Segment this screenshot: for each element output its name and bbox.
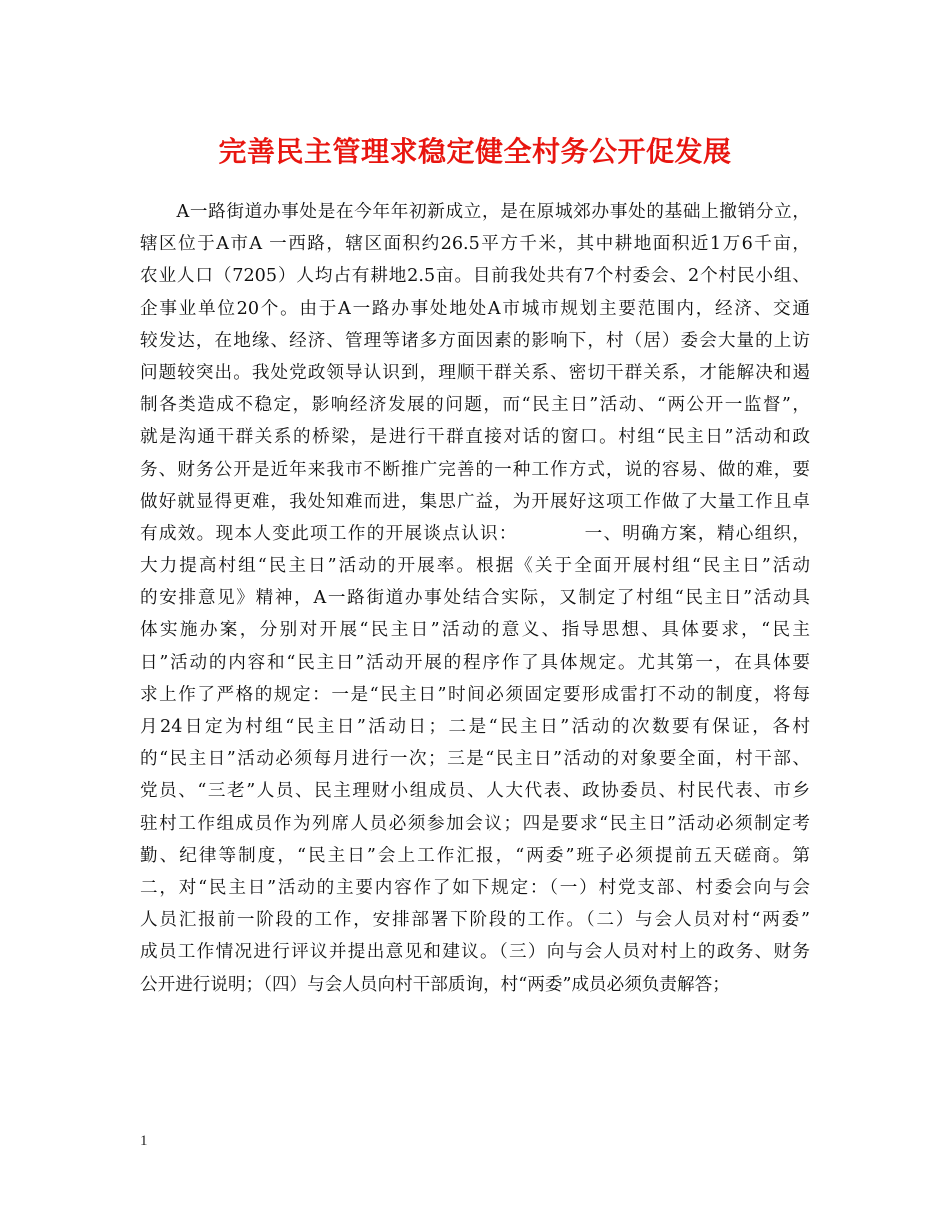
- paragraph-line: 问题较突出。我处党政领导认识到，理顺干群关系、密切干群关系，才能解决和遏: [140, 362, 810, 383]
- paragraph-line: 月24日定为村组“民主日”活动日；二是“民主日”活动的次数要有保证，各村: [140, 717, 810, 737]
- paragraph-line: 大力提高村组“民主日”活动的开展率。根据《关于全面开展村组“民主日”活动: [140, 556, 810, 577]
- paragraph-line: 驻村工作组成员作为列席人员必须参加会议；四是要求“民主日”活动必须制定考: [140, 813, 810, 834]
- paragraph-line: 较发达，在地缘、经济、管理等诸多方面因素的影响下，村（居）委会大量的上访: [140, 330, 810, 351]
- paragraph-line: 的“民主日”活动必须每月进行一次；三是“民主日”活动的对象要全面，村干部、: [140, 749, 810, 770]
- paragraph-line: 辖区位于A市A 一西路，辖区面积约26.5平方千米，其中耕地面积近1万6千亩，: [140, 234, 810, 255]
- paragraph-line: 成员工作情况进行评议并提出意见和建议。（三）向与会人员对村上的政务、财务: [140, 942, 810, 963]
- paragraph-line: 制各类造成不稳定，影响经济发展的问题，而“民主日”活动、“两公开一监督”，: [140, 395, 810, 416]
- paragraph-line: 有成效。现本人变此项工作的开展谈点认识： 一、明确方案，精心组织，: [140, 523, 810, 544]
- paragraph-line: 体实施办案，分别对开展“民主日”活动的意义、指导思想、具体要求，“民主: [140, 620, 810, 641]
- paragraph-line: 求上作了严格的规定：一是“民主日”时间必须固定要形成雷打不动的制度，将每: [140, 684, 810, 705]
- paragraph-line: 党员、“三老”人员、民主理财小组成员、人大代表、政协委员、村民代表、市乡: [140, 781, 810, 802]
- paragraph-line: 二，对“民主日”活动的主要内容作了如下规定：（一）村党支部、村委会向与会: [140, 877, 810, 898]
- paragraph-line: 人员汇报前一阶段的工作，安排部署下阶段的工作。（二）与会人员对村“两委”: [140, 910, 810, 931]
- paragraph-line: A一路街道办事处是在今年年初新成立，是在原城郊办事处的基础上撤销分立，: [140, 202, 810, 222]
- paragraph-line: 农业人口（7205）人均占有耕地2.5亩。目前我处共有7个村委会、2个村民小组、: [140, 266, 810, 287]
- paragraph-line: 做好就显得更难，我处知难而进，集思广益，为开展好这项工作做了大量工作且卓: [140, 491, 810, 512]
- document-title: 完善民主管理求稳定健全村务公开促发展: [218, 135, 732, 168]
- paragraph-line: 的安排意见》精神，A一路街道办事处结合实际，又制定了村组“民主日”活动具: [140, 588, 810, 609]
- paragraph-line: 就是沟通干群关系的桥梁，是进行干群直接对话的窗口。村组“民主日”活动和政: [140, 427, 810, 448]
- paragraph-line: 勤、纪律等制度，“民主日”会上工作汇报，“两委”班子必须提前五天磋商。第: [140, 845, 810, 866]
- paragraph-line: 务、财务公开是近年来我市不断推广完善的一种工作方式，说的容易、做的难，要: [140, 459, 810, 480]
- paragraph-line: 企事业单位20个。由于A一路办事处地处A市城市规划主要范围内，经济、交通: [140, 298, 810, 319]
- page-number: 1: [140, 1133, 148, 1149]
- paragraph-line: 公开进行说明；（四）与会人员向村干部质询，村“两委”成员必须负责解答；: [140, 974, 730, 995]
- document-body: [140, 196, 810, 1001]
- paragraph-line: 日”活动的内容和“民主日”活动开展的程序作了具体规定。尤其第一，在具体要: [140, 652, 810, 673]
